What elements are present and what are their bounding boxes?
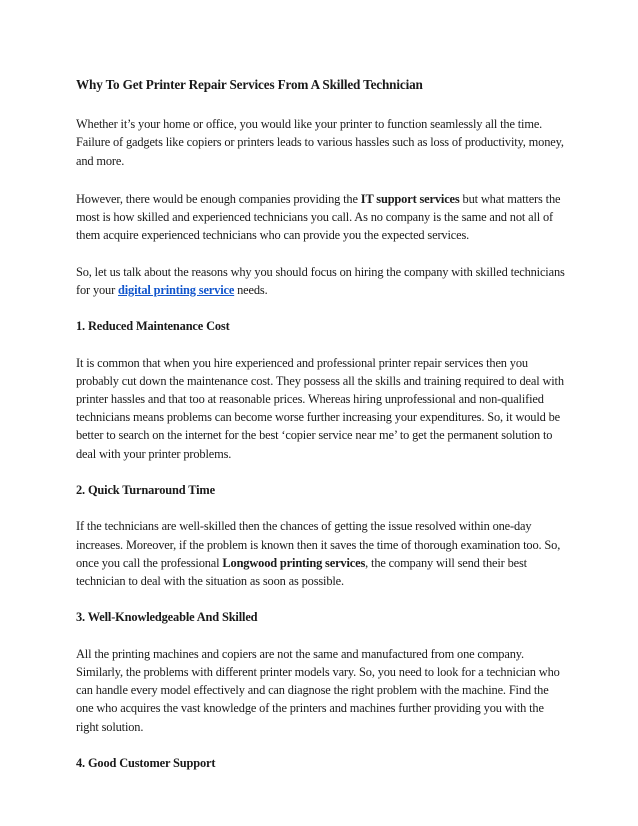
text-span: needs. xyxy=(234,282,268,297)
document-page xyxy=(76,76,566,790)
text-span: If the technicians are well-skilled then the chances of getting the issue resolved within one-day increases. Moreover, if the problem is known then it saves the time of thorough examination too. So, once you call the professional xyxy=(76,519,561,570)
reasons-paragraph xyxy=(76,263,566,299)
longwood-printing-services-bold: Longwood printing services xyxy=(222,555,366,570)
section-heading-knowledgeable: 3. Well-Knowledgeable And Skilled xyxy=(76,610,258,625)
text-span: However, there would be enough companies providing the xyxy=(76,191,361,206)
document-title: Why To Get Printer Repair Services From A Skilled Technician xyxy=(76,77,423,92)
section-heading-customer-support: 4. Good Customer Support xyxy=(76,755,216,770)
text-span: but what matters the most is how skilled and experienced technicians you call. As no company is the same and not all of them acquire experienced technicians who can provide you the expected services. xyxy=(76,191,561,243)
text-span: , the company will send their best technician to deal with the situation as soon as possible. xyxy=(76,555,527,588)
section-heading-quick-turnaround: 2. Quick Turnaround Time xyxy=(76,483,215,497)
quick-turnaround-paragraph xyxy=(76,517,566,590)
digital-printing-service-link[interactable]: digital printing service xyxy=(118,282,235,297)
it-support-services-bold: IT support services xyxy=(360,191,460,206)
intro-paragraph: Whether it’s your home or office, you would like your printer to function seamlessly all the time. Failure of gadgets like copiers or printers leads to various hassles such as loss of productivity, money, and more. xyxy=(76,117,564,168)
it-support-paragraph xyxy=(76,190,566,245)
text-span: So, let us talk about the reasons why you should focus on hiring the company with skilled technicians for your xyxy=(76,264,565,297)
knowledgeable-paragraph: All the printing machines and copiers are not the same and manufactured from one company. Similarly, the problems with different printer models vary. So, you need to look for a technician who can handle every model effectively and can diagnose the right problem with the machine. Find the one who acquires the vast knowledge of the printers and machines further providing you with the right solution. xyxy=(76,646,560,734)
reduced-maintenance-paragraph: It is common that when you hire experienced and professional printer repair services then you probably cut down the maintenance cost. They possess all the skills and training required to deal with printer hassles and that too at reasonable prices. Whereas hiring unprofessional and non-qualified technicians means problems can become worse further increasing your expenditures. So, it would be better to search on the internet for the best ‘copier service near me’ to get the permanent solution to deal with your printer problems. xyxy=(76,355,564,461)
section-heading-reduced-maintenance: 1. Reduced Maintenance Cost xyxy=(76,319,230,334)
